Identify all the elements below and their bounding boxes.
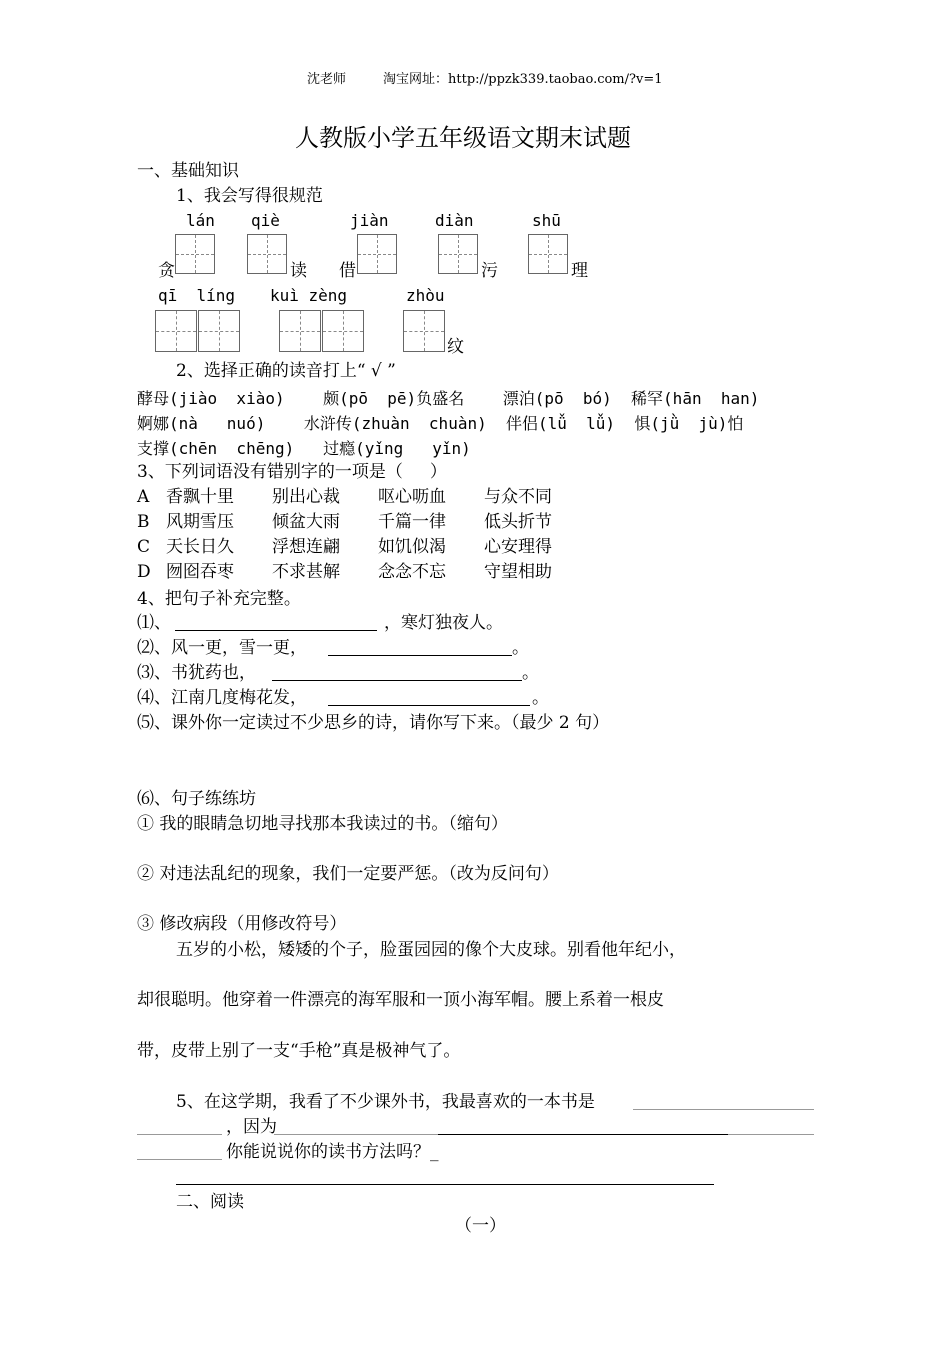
- option-word: 别出心裁: [272, 487, 340, 507]
- q4-s5: ⑸、课外你一定读过不少思乡的诗，请你写下来。（最少 2 句）: [137, 713, 610, 733]
- writing-box[interactable]: [175, 234, 215, 274]
- pinyin-jian: jiàn: [350, 211, 389, 230]
- writing-box[interactable]: [438, 234, 478, 274]
- option-word: 倾盆大雨: [272, 512, 340, 532]
- option-word: 千篇一律: [378, 512, 446, 532]
- option-word: 浮想连翩: [272, 537, 340, 557]
- answer-blank[interactable]: [633, 1109, 814, 1110]
- answer-blank[interactable]: [328, 705, 530, 706]
- option-word: 守望相助: [484, 562, 552, 582]
- q5-line2: ，因为: [226, 1117, 277, 1137]
- pinyin-zhou: zhòu: [406, 286, 445, 305]
- writing-box[interactable]: [528, 234, 568, 274]
- pinyin-kuizeng: kuì zèng: [270, 286, 348, 305]
- option-word: 与众不同: [484, 487, 552, 507]
- answer-blank[interactable]: [137, 1134, 222, 1135]
- char-li: 理: [571, 261, 588, 281]
- q4-s6a: ① 我的眼睛急切地寻找那本我读过的书。（缩句）: [137, 814, 508, 834]
- pinyin-shu: shū: [532, 211, 561, 230]
- writing-box[interactable]: [198, 310, 240, 352]
- option-word: 风期雪压: [166, 512, 234, 532]
- option-d-letter: D: [137, 562, 151, 582]
- q5-line1: 5、在这学期，我看了不少课外书，我最喜欢的一本书是: [176, 1092, 595, 1112]
- char-du: 读: [290, 261, 307, 281]
- writing-box[interactable]: [279, 310, 321, 352]
- q4-s6: ⑹、句子练练坊: [137, 789, 256, 809]
- q4-s2-tail: 。: [512, 638, 529, 658]
- writing-box[interactable]: [357, 234, 397, 274]
- q4-s1-number: ⑴、: [137, 613, 171, 633]
- writing-box[interactable]: [403, 310, 445, 352]
- writing-box[interactable]: [155, 310, 197, 352]
- writing-box[interactable]: [247, 234, 287, 274]
- header-shop-url: 淘宝网址：http://ppzk339.taobao.com/?v=1: [383, 72, 663, 87]
- pinyin-dian: diàn: [435, 211, 474, 230]
- q4-s6b: ② 对违法乱纪的现象，我们一定要严惩。（改为反问句）: [137, 864, 559, 884]
- option-b-letter: B: [137, 512, 150, 532]
- answer-blank[interactable]: [328, 655, 512, 656]
- char-tan: 贪: [158, 261, 175, 281]
- option-c-letter: C: [137, 537, 151, 557]
- option-word: 不求甚解: [272, 562, 340, 582]
- q4-s4-tail: 。: [532, 688, 549, 708]
- answer-blank[interactable]: [175, 630, 377, 631]
- pinyin-lan: lán: [186, 211, 215, 230]
- paragraph-line: 五岁的小松，矮矮的个子，脸蛋园园的像个大皮球。别看他年纪小，: [176, 940, 686, 960]
- q4-s3-tail: 。: [522, 663, 539, 683]
- q1-heading: 1、我会写得很规范: [176, 186, 323, 206]
- char-wu: 污: [481, 261, 498, 281]
- q3-heading: 3、下列词语没有错别字的一项是（ ）: [137, 462, 447, 482]
- q4-s1-tail: ，寒灯独夜人。: [384, 613, 503, 633]
- q4-s2: ⑵、风一更，雪一更，: [137, 638, 307, 658]
- answer-blank[interactable]: [438, 1134, 728, 1135]
- section2-heading: 二、阅读: [176, 1192, 244, 1212]
- section1-heading: 一、基础知识: [137, 161, 239, 181]
- option-word: 呕心呖血: [378, 487, 446, 507]
- q4-s6c: ③ 修改病段（用修改符号）: [137, 914, 347, 934]
- char-wen: 纹: [447, 337, 464, 357]
- answer-blank[interactable]: [272, 680, 522, 681]
- section2-sub: （一）: [455, 1216, 506, 1236]
- page-title: 人教版小学五年级语文期末试题: [295, 124, 631, 152]
- option-word: 如饥似渴: [378, 537, 446, 557]
- q2-line2: 婀娜(nà nuó) 水浒传(zhuàn chuàn) 伴侣(lǚ lǚ) 惧(jǜ jù)怕: [137, 414, 744, 433]
- q2-line1: 酵母(jiào xiào) 颇(pō pē)负盛名 漂泊(pō bó) 稀罕(hān han): [137, 389, 760, 408]
- option-a-letter: A: [137, 487, 150, 507]
- char-jie: 借: [339, 261, 356, 281]
- answer-blank[interactable]: [137, 1159, 222, 1160]
- paragraph-line: 带，皮带上别了一支“手枪”真是极神气了。: [137, 1041, 461, 1061]
- option-word: 囫囵吞枣: [166, 562, 234, 582]
- answer-blank[interactable]: [176, 1184, 714, 1185]
- writing-box[interactable]: [322, 310, 364, 352]
- option-word: 心安理得: [484, 537, 552, 557]
- q5-line3: 你能说说你的读书方法吗？_: [226, 1142, 439, 1162]
- pinyin-qiling: qī líng: [158, 286, 236, 305]
- answer-blank[interactable]: [274, 1134, 438, 1135]
- q2-heading: 2、选择正确的读音打上“ √ ”: [176, 361, 396, 381]
- q4-heading: 4、把句子补充完整。: [137, 589, 301, 609]
- paragraph-line: 却很聪明。他穿着一件漂亮的海军服和一顶小海军帽。腰上系着一根皮: [137, 990, 664, 1010]
- option-word: 天长日久: [166, 537, 234, 557]
- answer-blank[interactable]: [728, 1134, 814, 1135]
- header-teacher: 沈老师: [307, 72, 347, 87]
- q2-line3: 支撑(chēn chēng) 过瘾(yǐng yǐn): [137, 439, 471, 458]
- q4-s3: ⑶、书犹药也，: [137, 663, 256, 683]
- option-word: 念念不忘: [378, 562, 446, 582]
- q4-s4: ⑷、江南几度梅花发，: [137, 688, 307, 708]
- pinyin-qie: qiè: [251, 211, 280, 230]
- option-word: 香飘十里: [166, 487, 234, 507]
- option-word: 低头折节: [484, 512, 552, 532]
